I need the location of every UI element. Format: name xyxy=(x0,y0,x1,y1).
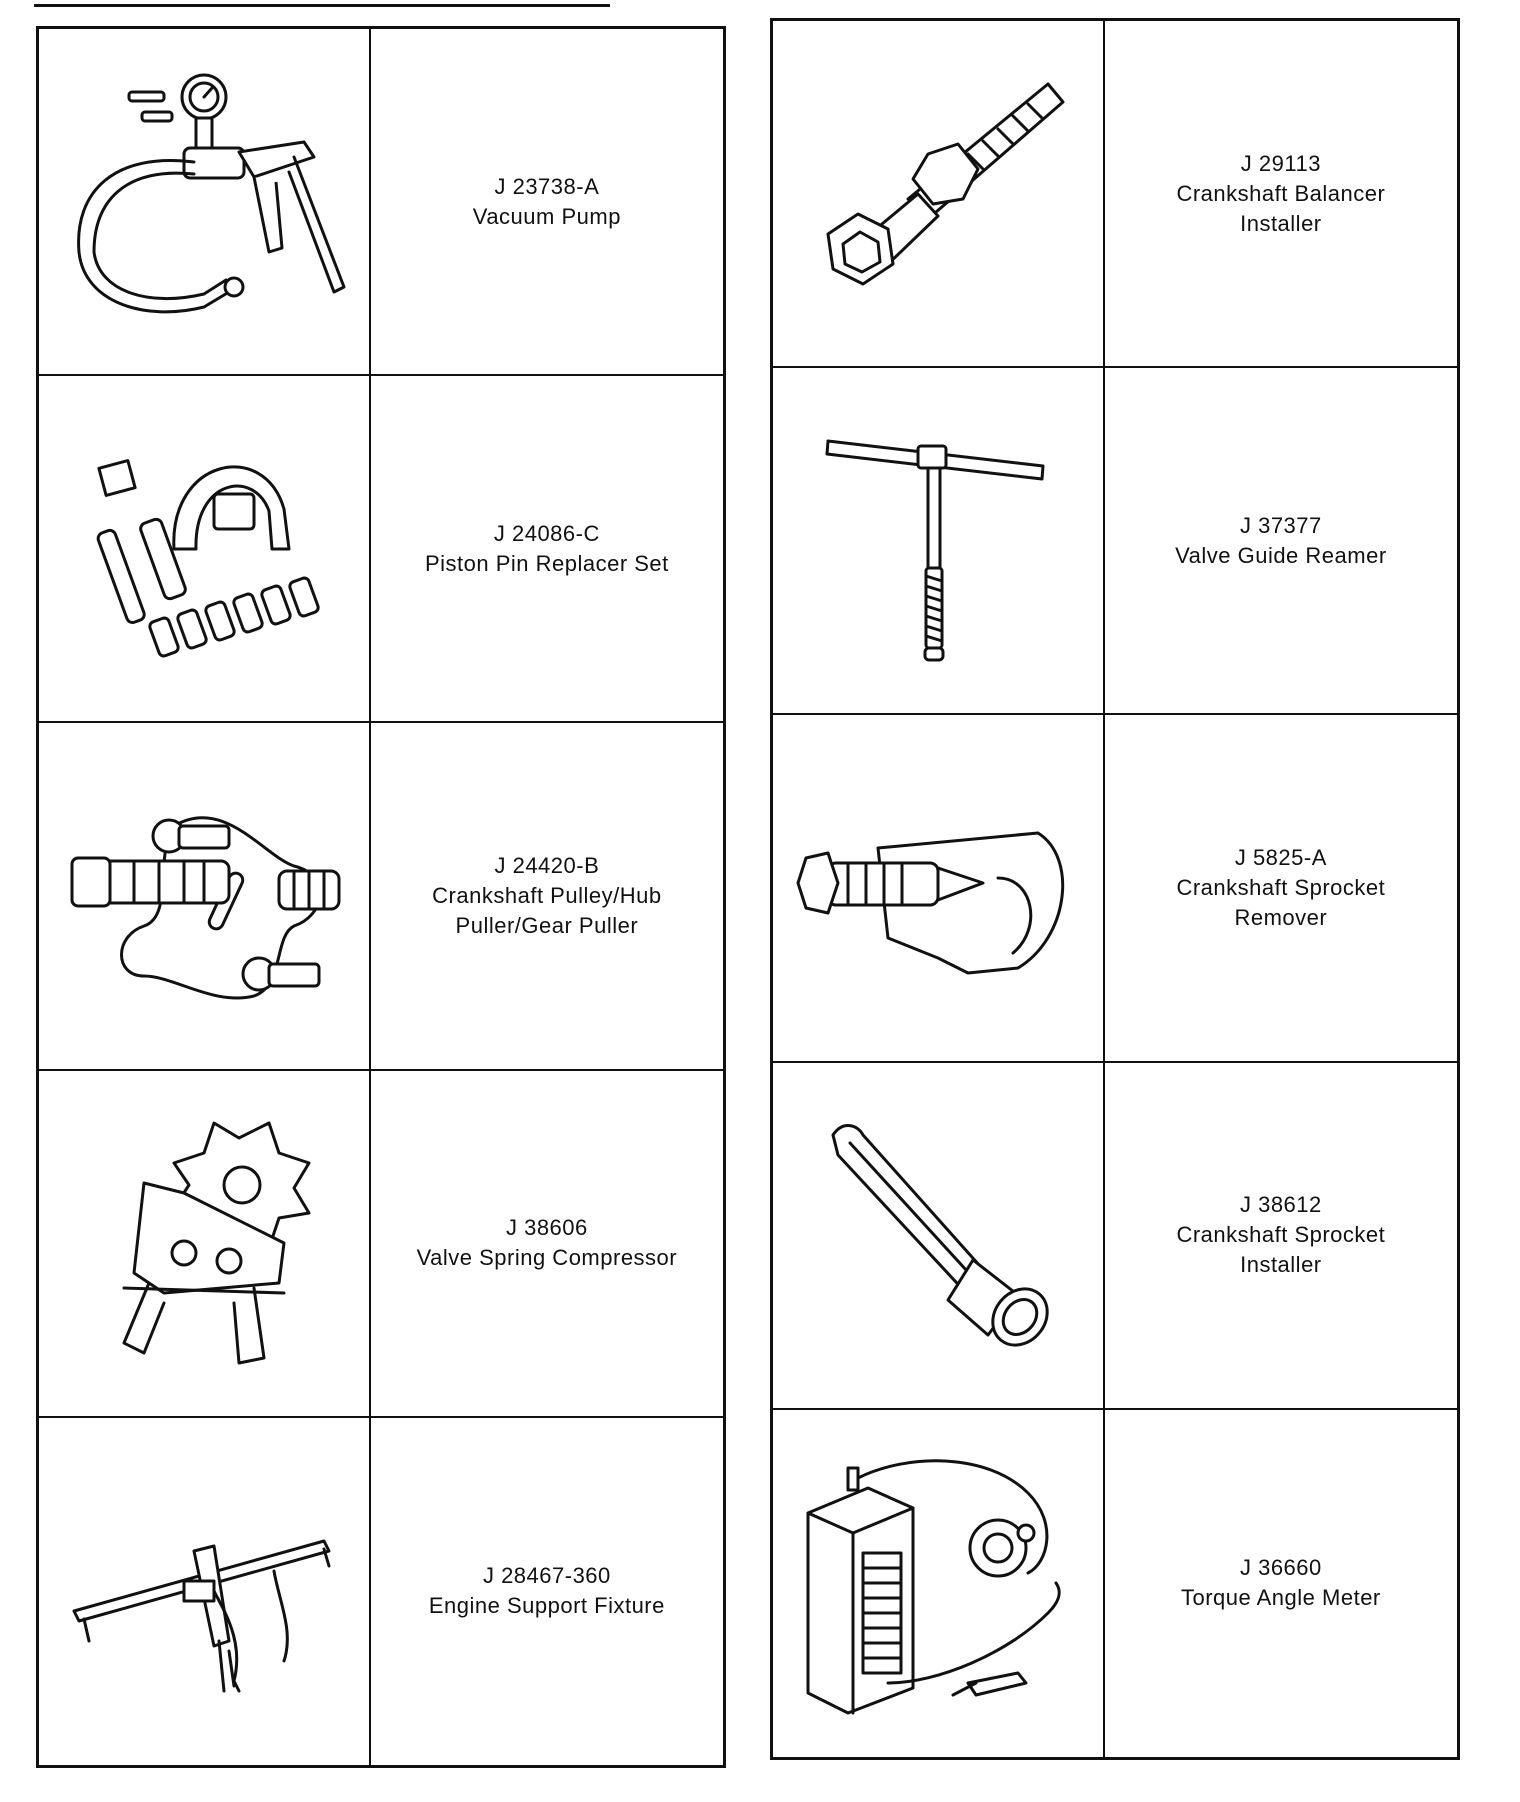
tool-number: J 36660 xyxy=(1239,1555,1322,1581)
piston-pin-replacer-icon xyxy=(54,399,354,699)
tool-label-cell xyxy=(371,376,723,721)
tool-illustration-cell xyxy=(39,1418,371,1765)
sprocket-remover-icon xyxy=(788,738,1088,1038)
tool-number: J 24086-C xyxy=(493,520,600,546)
tool-label-cell xyxy=(371,29,723,374)
tool-row xyxy=(39,376,723,723)
tool-row xyxy=(39,1418,723,1765)
pulley-puller-icon xyxy=(54,746,354,1046)
tool-name: Valve Spring Compressor xyxy=(416,1245,678,1271)
tool-number: J 37377 xyxy=(1239,512,1322,538)
tool-row xyxy=(773,368,1457,715)
tool-number: J 24420-B xyxy=(494,852,600,878)
tool-number: J 38612 xyxy=(1239,1192,1322,1218)
tool-illustration-cell xyxy=(39,1071,371,1416)
tool-number: J 38606 xyxy=(505,1215,588,1241)
tool-illustration-cell xyxy=(773,1063,1105,1408)
tool-number: J 29113 xyxy=(1240,150,1321,176)
tool-row xyxy=(773,715,1457,1062)
tool-name: Vacuum Pump xyxy=(472,203,621,229)
tool-row xyxy=(39,723,723,1070)
tool-illustration-cell xyxy=(39,723,371,1068)
right-tool-table xyxy=(770,18,1460,1760)
tool-label-cell xyxy=(371,1418,723,1765)
tool-row xyxy=(773,1063,1457,1410)
tool-row xyxy=(773,1410,1457,1757)
tool-name: Valve Guide Reamer xyxy=(1175,542,1387,568)
tool-name: Piston Pin Replacer Set xyxy=(424,550,669,576)
tool-name: Crankshaft Balancer xyxy=(1176,180,1386,206)
tool-name: Crankshaft Sprocket xyxy=(1176,1222,1386,1248)
tool-label-cell xyxy=(1105,715,1457,1060)
tool-label-cell xyxy=(1105,21,1457,366)
tool-label-cell xyxy=(371,1071,723,1416)
tool-name: Engine Support Fixture xyxy=(428,1593,665,1619)
valve-spring-compressor-icon xyxy=(54,1093,354,1393)
tool-illustration-cell xyxy=(773,21,1105,366)
tool-illustration-cell xyxy=(773,1410,1105,1757)
vacuum-pump-icon xyxy=(54,52,354,352)
tool-name: Installer xyxy=(1240,1252,1322,1278)
torque-angle-meter-icon xyxy=(788,1433,1088,1733)
tool-illustration-cell xyxy=(39,376,371,721)
tool-illustration-cell xyxy=(773,368,1105,713)
tool-illustration-cell xyxy=(39,29,371,374)
valve-guide-reamer-icon xyxy=(788,391,1088,691)
tool-name: Crankshaft Pulley/Hub xyxy=(432,882,662,908)
tool-number: J 5825-A xyxy=(1234,844,1327,870)
tool-label-cell xyxy=(1105,1063,1457,1408)
left-tool-table xyxy=(36,26,726,1768)
tool-row xyxy=(773,21,1457,368)
tool-name: Torque Angle Meter xyxy=(1180,1585,1381,1611)
tool-name: Remover xyxy=(1234,904,1328,930)
tool-name: Crankshaft Sprocket xyxy=(1176,874,1386,900)
tool-row xyxy=(39,29,723,376)
tool-row xyxy=(39,1071,723,1418)
balancer-installer-icon xyxy=(788,44,1088,344)
engine-support-fixture-icon xyxy=(54,1441,354,1741)
tool-name: Installer xyxy=(1240,210,1322,236)
tool-label-cell xyxy=(1105,368,1457,713)
tool-name: Puller/Gear Puller xyxy=(455,912,639,938)
tool-number: J 28467-360 xyxy=(482,1563,611,1589)
tool-number: J 23738-A xyxy=(494,173,600,199)
tool-illustration-cell xyxy=(773,715,1105,1060)
tool-label-cell xyxy=(371,723,723,1068)
top-rule xyxy=(34,4,610,7)
sprocket-installer-icon xyxy=(788,1085,1088,1385)
tool-label-cell xyxy=(1105,1410,1457,1757)
